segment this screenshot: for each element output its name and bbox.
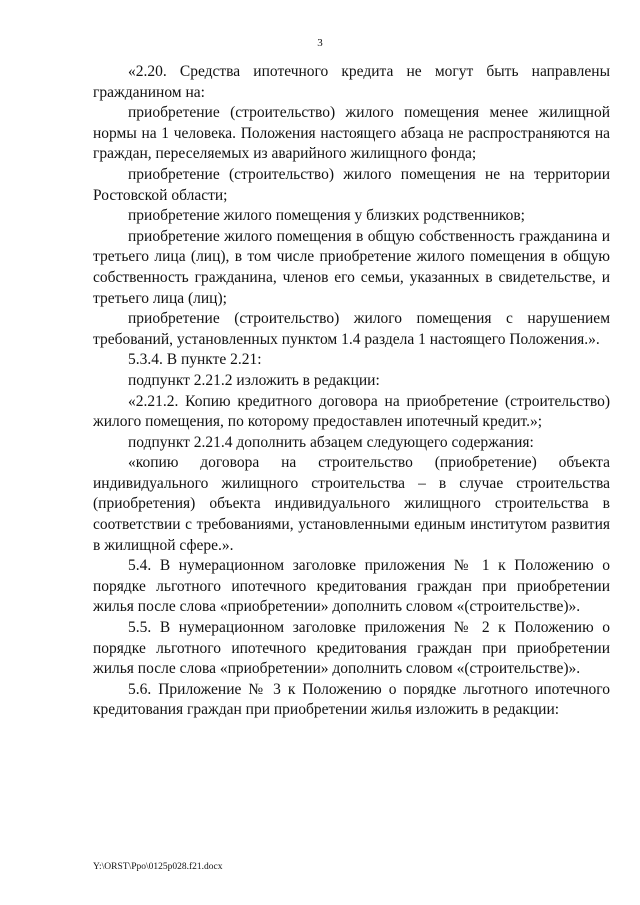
paragraph-5-3-4: 5.3.4. В пункте 2.21: (128, 351, 262, 369)
paragraph-2-21-2-text: «2.21.2. Копию кредитного договора на приобретение (строительство) жилого помещения, по которому предоставлен ипотечный кредит.»; (93, 392, 610, 431)
document-body (93, 62, 610, 721)
paragraph-5-6: 5.6. Приложение № 3 к Положению о порядке льготного ипотечного кредитования граждан при приобретении жилья изложить в редакции: (93, 680, 610, 719)
paragraph-requirements-violation: приобретение (строительство) жилого помещения с нарушением требований, установленных пунктом 1.4 раздела 1 настоящего Положения.». (93, 310, 610, 348)
paragraph-outside-region: приобретение (строительство) жилого помещения не на территории Ростовской области; (93, 165, 610, 204)
paragraph-shared-ownership: приобретение жилого помещения в общую собственность гражданина и третьего лица (лиц), в том числе приобретение жилого помещения в общую собственность гражданина, членов его семьи, указанных в свидетельстве, и третьего лица (лиц); (93, 227, 610, 307)
paragraph-2-21-4-text: «копию договора на строительство (приобретение) объекта индивидуального жилищного строительства – в случае строительства (приобретения) объекта индивидуального жилищного строительства в соответствии с требованиями, установленными единым институтом развития в жилищной сфере.». (93, 454, 610, 554)
footer-file-path: Y:\ORST\Ppo\0125p028.f21.docx (93, 862, 223, 872)
paragraph-housing-norm: приобретение (строительство) жилого помещения менее жилищной нормы на 1 человека. Положения настоящего абзаца не распространяются на граждан, переселяемых из аварийного жилищного фонда; (93, 104, 610, 163)
paragraph-5-4: 5.4. В нумерационном заголовке приложения № 1 к Положению о порядке льготного ипотечного кредитования граждан при приобретении жилья после слова «приобретении» дополнить словом «(строительстве)». (93, 557, 610, 616)
paragraph-5-5: 5.5. В нумерационном заголовке приложения № 2 к Положению о порядке льготного ипотечного кредитования граждан при приобретении жилья после слова «приобретении» дополнить словом «(строительстве)». (93, 619, 610, 678)
paragraph-subclause-2-21-4: подпункт 2.21.4 дополнить абзацем следующего содержания: (128, 433, 534, 451)
paragraph-2-20-intro: «2.20. Средства ипотечного кредита не могут быть направлены гражданином на: (93, 63, 610, 101)
page-number: 3 (317, 37, 323, 49)
paragraph-subclause-2-21-2: подпункт 2.21.2 изложить в редакции: (128, 371, 380, 389)
paragraph-relatives: приобретение жилого помещения у близких родственников; (128, 207, 525, 225)
